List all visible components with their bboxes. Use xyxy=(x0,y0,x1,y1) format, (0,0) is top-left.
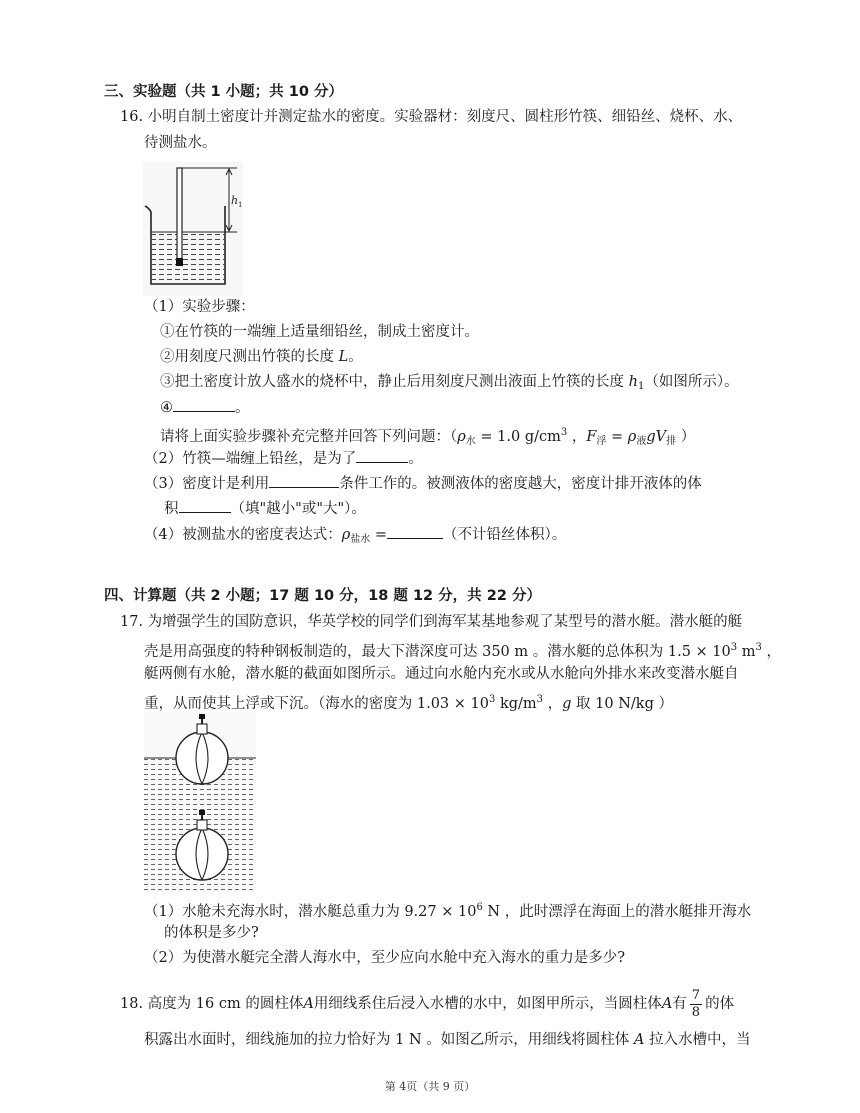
q17-line-2: 壳是用高强度的特种钢板制造的，最大下潜深度可达 350 m 。潜水艇的总体积为 $1.5 \times 10^3$ $m^3$ ， xyxy=(144,642,781,660)
h1-label: h xyxy=(231,194,239,207)
q16-part-4: （4）被测盐水的密度表达式：$\rho_{盐水}$ = （不计铅丝体积）。 xyxy=(144,524,566,550)
answer-blank[interactable] xyxy=(269,473,339,488)
q16-step-1: ①在竹筷的一端缠上适量细铅丝，制成土密度计。 xyxy=(160,324,479,340)
q17-sub-1: （1）水舱未充海水时，潜水艇总重力为 $9.27 \times 10^6$ N ，此时漂浮在海面上的潜水艇排开海水 xyxy=(144,902,752,920)
q16-part-2: （2）竹筷—端缠上铅丝，是为了 。 xyxy=(144,448,423,469)
q16-step-2: ②用刻度尺测出竹筷的长度 L。 xyxy=(160,349,363,365)
submarine-section-figure xyxy=(144,712,256,892)
q16-part-3-cont: 积 （填"越小"或"大"）。 xyxy=(164,498,366,519)
answer-blank[interactable] xyxy=(173,397,235,412)
q17-line-1: 17. 为增强学生的国防意识，华英学校的同学们到海军某基地参观了某型号的潜水艇。潜水艇的艇 xyxy=(120,614,743,630)
q16-stem-line-2: 待测盐水。 xyxy=(144,135,217,151)
q16-step-header: （1）实验步骤： xyxy=(144,299,255,315)
q16-step-4: ④ 。 xyxy=(160,397,250,418)
q16-part-3: （3）密度计是利用 条件工作的。被测液体的密度越大，密度计排开液体的体 xyxy=(144,473,702,494)
answer-blank[interactable] xyxy=(356,448,408,463)
answer-blank[interactable] xyxy=(387,524,443,539)
answer-blank[interactable] xyxy=(179,498,231,513)
q17-sub-2: （2）为使潜水艇完全潜人海水中，至少应向水舱中充入海水的重力是多少? xyxy=(144,950,625,966)
q18-line-1: 18. 高度为 16 cm 的圆柱体 A 用细线系住后浸入水槽的水中，如图甲所示，当圆柱体 A 有 $\frac{7}{8}$ 的体 xyxy=(120,987,735,1020)
beaker-densimeter-figure xyxy=(143,162,243,296)
section-4-heading: 四、计算题（共 2 小题；17 题 10 分，18 题 12 分，共 22 分） xyxy=(104,588,541,604)
q16-step-3: ③把土密度计放人盛水的烧杯中，静止后用刻度尺测出液面上竹筷的长度 $h_1$（如图所示）。 xyxy=(160,374,739,392)
q18-line-2: 积露出水面时，细线施加的拉力恰好为 1 N 。如图乙所示，用细线将圆柱体 A 拉入水槽中，当 xyxy=(144,1032,751,1048)
q16-stem-line-1: 16. 小明自制土密度计并测定盐水的密度。实验器材：刻度尺、圆柱形竹筷、细铅丝、烧杯、水、 xyxy=(120,109,743,125)
q17-line-3: 艇两侧有水舱，潜水艇的截面如图所示。通过向水舱内充水或从水舱向外排水来改变潜水艇自 xyxy=(144,666,739,682)
section-3-heading: 三、实验题（共 1 小题；共 10 分） xyxy=(104,84,343,100)
q17-sub-1-cont: 的体积是多少? xyxy=(164,925,259,941)
q16-prompt: 请将上面实验步骤补充完整并回答下列问题：（$\rho_水 = 1.0$ $g/cm^3$ ，$F_浮 = \rho_液gV_排$ ） xyxy=(160,427,696,447)
h1-label-sub: 1 xyxy=(238,201,243,209)
page-footer: 第 4页（共 9 页） xyxy=(384,1080,476,1093)
fraction-seven-eighths: $\frac{7}{8}$ xyxy=(691,987,701,1020)
q17-line-4: 重，从而使其上浮或下沉。（海水的密度为 $1.03 \times 10^3$ $kg/m^3$ ，g 取 10 N/kg ） xyxy=(144,694,673,712)
